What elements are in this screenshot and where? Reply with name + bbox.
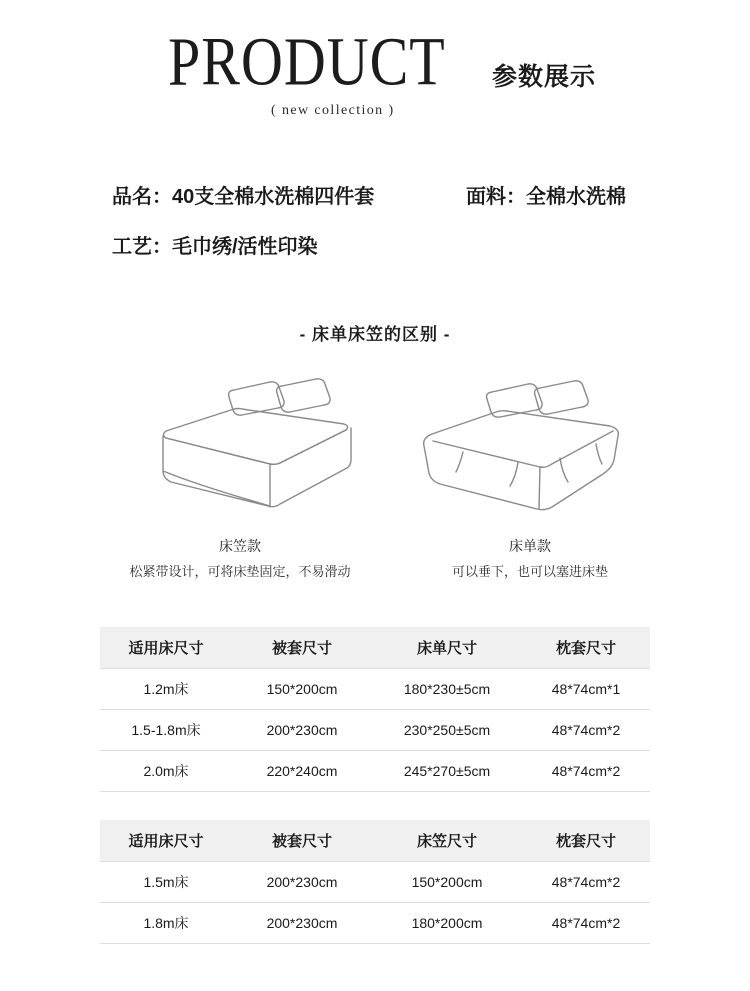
page-header — [0, 0, 750, 140]
flat-sheet-bed-icon — [400, 368, 640, 533]
table-header-row — [100, 820, 650, 862]
table1-r2-c4: 48*74cm*2 — [522, 710, 650, 751]
table-row — [100, 862, 650, 903]
table2-r1-c3: 150*200cm — [372, 862, 522, 903]
section-heading-parameters: 参数展示 — [492, 63, 597, 91]
table1-header-duvet-size: 被套尺寸 — [232, 627, 372, 669]
table-row — [100, 710, 650, 751]
table1-header-pillowcase-size: 枕套尺寸 — [522, 627, 650, 669]
fitted-sheet-bed-icon — [130, 368, 370, 533]
subtitle-new-collection: ( new collection ) — [271, 103, 395, 118]
table2-r1-c4: 48*74cm*2 — [522, 862, 650, 903]
table1-r2-c1: 1.5-1.8m床 — [100, 710, 232, 751]
table-row — [100, 669, 650, 710]
caption-sub-flat: 可以垂下，也可以塞进床垫 — [451, 564, 608, 579]
table1-r3-c4: 48*74cm*2 — [522, 751, 650, 792]
spec-product-name: 品名：40支全棉水洗棉四件套 — [112, 186, 375, 208]
table2-r2-c4: 48*74cm*2 — [522, 903, 650, 944]
spec-list — [0, 168, 750, 292]
caption-sub-fitted: 松紧带设计，可将床垫固定，不易滑动 — [129, 564, 351, 579]
table-row — [100, 903, 650, 944]
section-label-difference: - 床单床笠的区别 - — [299, 325, 451, 344]
size-table-flat-sheet — [100, 627, 650, 792]
spec-row-2 — [0, 230, 750, 292]
table-header-row — [100, 627, 650, 669]
spec-row-1 — [0, 168, 750, 230]
table-row — [100, 751, 650, 792]
page-title: PRODUCT — [168, 23, 446, 100]
table2-r2-c1: 1.8m床 — [100, 903, 232, 944]
table2-header-fitted-size: 床笠尺寸 — [372, 820, 522, 862]
table2-header-duvet-size: 被套尺寸 — [232, 820, 372, 862]
table1-r1-c1: 1.2m床 — [100, 669, 232, 710]
table1-r1-c2: 150*200cm — [232, 669, 372, 710]
size-table-fitted-sheet — [100, 820, 650, 944]
table2-r2-c2: 200*230cm — [232, 903, 372, 944]
caption-title-fitted: 床笠款 — [219, 538, 261, 554]
table1-r1-c3: 180*230±5cm — [372, 669, 522, 710]
table2-r1-c2: 200*230cm — [232, 862, 372, 903]
spec-fabric: 面料：全棉水洗棉 — [466, 186, 626, 208]
table1-r1-c4: 48*74cm*1 — [522, 669, 650, 710]
table1-r2-c3: 230*250±5cm — [372, 710, 522, 751]
table1-r3-c3: 245*270±5cm — [372, 751, 522, 792]
spec-craft: 工艺：毛巾绣/活性印染 — [112, 236, 318, 258]
table2-r2-c3: 180*200cm — [372, 903, 522, 944]
table1-r3-c1: 2.0m床 — [100, 751, 232, 792]
table1-r3-c2: 220*240cm — [232, 751, 372, 792]
caption-title-flat: 床单款 — [509, 538, 551, 554]
table1-header-sheet-size: 床单尺寸 — [372, 627, 522, 669]
table2-r1-c1: 1.5m床 — [100, 862, 232, 903]
table2-header-bed-size: 适用床尺寸 — [100, 820, 232, 862]
table2-header-pillowcase-size: 枕套尺寸 — [522, 820, 650, 862]
table1-r2-c2: 200*230cm — [232, 710, 372, 751]
table1-header-bed-size: 适用床尺寸 — [100, 627, 232, 669]
